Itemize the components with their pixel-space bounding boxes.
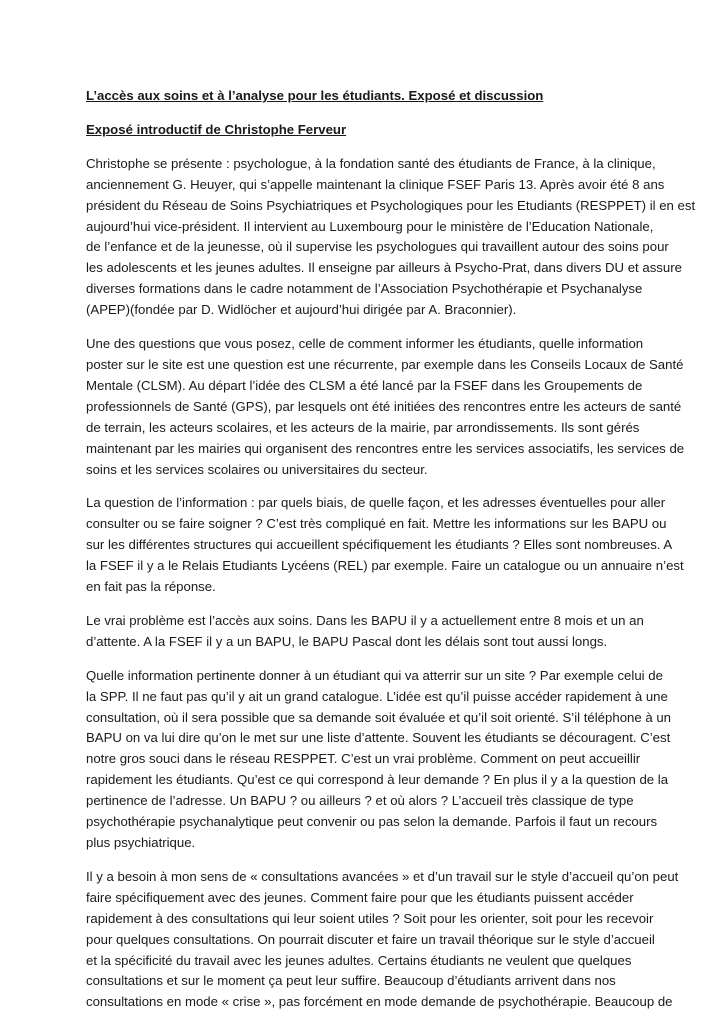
paragraph [86, 154, 696, 321]
document-subtitle: Exposé introductif de Christophe Ferveur [86, 121, 347, 137]
paragraph-line: Mentale (CLSM). Au départ l’idée des CLSM a été lancé par la FSEF dans les Groupements de [86, 377, 643, 393]
paragraph-line: sur les différentes structures qui accueillent spécifiquement les étudiants ? Elles sont nombreuses. A [86, 537, 673, 553]
paragraph [86, 334, 685, 480]
paragraph-line: maintenant par les mairies qui organisent des rencontres entre les services associatifs, les services de [86, 440, 685, 456]
paragraph-line: consultation, où il sera possible que sa demande soit évaluée et qu’il soit orienté. S’il téléphone à un [86, 709, 672, 725]
paragraph-line: aujourd’hui vice-président. Il intervient au Luxembourg pour le ministère de l’Education Nationale, [86, 218, 654, 234]
paragraph-line: la FSEF il y a le Relais Etudiants Lycéens (REL) par exemple. Faire un catalogue ou un annuaire n’est [86, 558, 684, 574]
paragraph-line: consultations et sur le moment ça peut leur suffire. Beaucoup d’étudiants arrivent dans nos [86, 973, 616, 989]
paragraph-line: pertinence de l’adresse. Un BAPU ? ou ailleurs ? et où alors ? L’accueil très classique de type [86, 793, 634, 809]
paragraph-line: consulter ou se faire soigner ? C’est très compliqué en fait. Mettre les informations sur les BAPU ou [86, 516, 667, 532]
paragraph-line: Le vrai problème est l’accès aux soins. Dans les BAPU il y a actuellement entre 8 mois et un an [86, 612, 644, 628]
paragraph-line: La question de l’information : par quels biais, de quelle façon, et les adresses éventuelles pour aller [86, 495, 666, 511]
paragraph-line: plus psychiatrique. [86, 835, 196, 850]
paragraph-list [86, 154, 696, 1013]
document-title: L’accès aux soins et à l’analyse pour les étudiants. Exposé et discussion [86, 88, 544, 103]
paragraph-line: d’attente. A la FSEF il y a un BAPU, le BAPU Pascal dont les délais sont tout aussi longs. [86, 633, 608, 649]
paragraph-line: président du Réseau de Soins Psychiatriques et Psychologiques pour les Etudiants (RESPPET) il en est [86, 197, 696, 213]
paragraph-line: Christophe se présente : psychologue, à la fondation santé des étudiants de France, à la clinique, [86, 155, 656, 171]
paragraph-line: professionnels de Santé (GPS), par lesquels ont été initiées des rencontres entre les acteurs de santé [86, 398, 682, 414]
paragraph-line: notre gros souci dans le réseau RESPPET. C’est un vrai problème. Comment on peut accueillir [86, 751, 641, 767]
paragraph-line: la SPP. Il ne faut pas qu’il y ait un grand catalogue. L’idée est qu’il puisse accéder rapidement à une [86, 688, 668, 704]
paragraph-line: rapidement à des consultations qui leur soient utiles ? Soit pour les orienter, soit pour les recevoir [86, 910, 654, 926]
paragraph-line: diverses formations dans le cadre notamment de l’Association Psychothérapie et Psychanalyse [86, 281, 643, 297]
paragraph-line: les adolescents et les jeunes adultes. Il enseigne par ailleurs à Psycho-Prat, dans divers DU et assure [86, 260, 682, 276]
paragraph-line: Il y a besoin à mon sens de « consultations avancées » et d’un travail sur le style d’accueil qu’on peut [86, 868, 679, 884]
paragraph-line: de terrain, les acteurs scolaires, et les acteurs de la mairie, par arrondissements. Ils sont gérés [86, 419, 640, 435]
paragraph-line: faire spécifiquement avec des jeunes. Comment faire pour que les étudiants puissent accéder [86, 889, 634, 905]
paragraph-line: (APEP)(fondée par D. Widlöcher et aujourd’hui dirigée par A. Braconnier). [86, 302, 517, 318]
paragraph-line: Quelle information pertinente donner à un étudiant qui va atterrir sur un site ? Par exemple celui de [86, 667, 663, 683]
paragraph-line: poster sur le site est une question est une récurrente, par exemple dans les Conseils Locaux de Santé [86, 356, 684, 372]
paragraph-line: consultations en mode « crise », pas forcément en mode demande de psychothérapie. Beaucoup de [86, 994, 673, 1010]
paragraph-line: soins et les services scolaires ou universitaires du secteur. [86, 461, 428, 477]
paragraph-line: rapidement les étudiants. Qu’est ce qui correspond à leur demande ? En plus il y a la question de la [86, 772, 669, 788]
paragraph-line: en fait pas la réponse. [86, 579, 216, 595]
paragraph-line: anciennement G. Heuyer, qui s’appelle maintenant la clinique FSEF Paris 13. Après avoir été 8 ans [86, 176, 665, 192]
paragraph [86, 493, 684, 598]
document-body [86, 86, 696, 1026]
paragraph-line: et la spécificité du travail avec les jeunes adultes. Certains étudiants ne veulent que quelques [86, 952, 632, 968]
paragraph [86, 666, 672, 854]
paragraph-line: de l’enfance et de la jeunesse, où il supervise les psychologues qui travaillent autour des soins pour [86, 239, 669, 255]
paragraph [86, 611, 644, 653]
paragraph-line: psychothérapie psychanalytique peut convenir ou pas selon la demande. Parfois il faut un recours [86, 814, 658, 830]
paragraph-line: BAPU on va lui dire qu’on le met sur une liste d’attente. Souvent les étudiants se découragent. C’est [86, 730, 671, 746]
paragraph [86, 867, 679, 1013]
paragraph-line: pour quelques consultations. On pourrait discuter et faire un travail théorique sur le style d’accueil [86, 931, 655, 947]
paragraph-line: Une des questions que vous posez, celle de comment informer les étudiants, quelle information [86, 336, 644, 352]
